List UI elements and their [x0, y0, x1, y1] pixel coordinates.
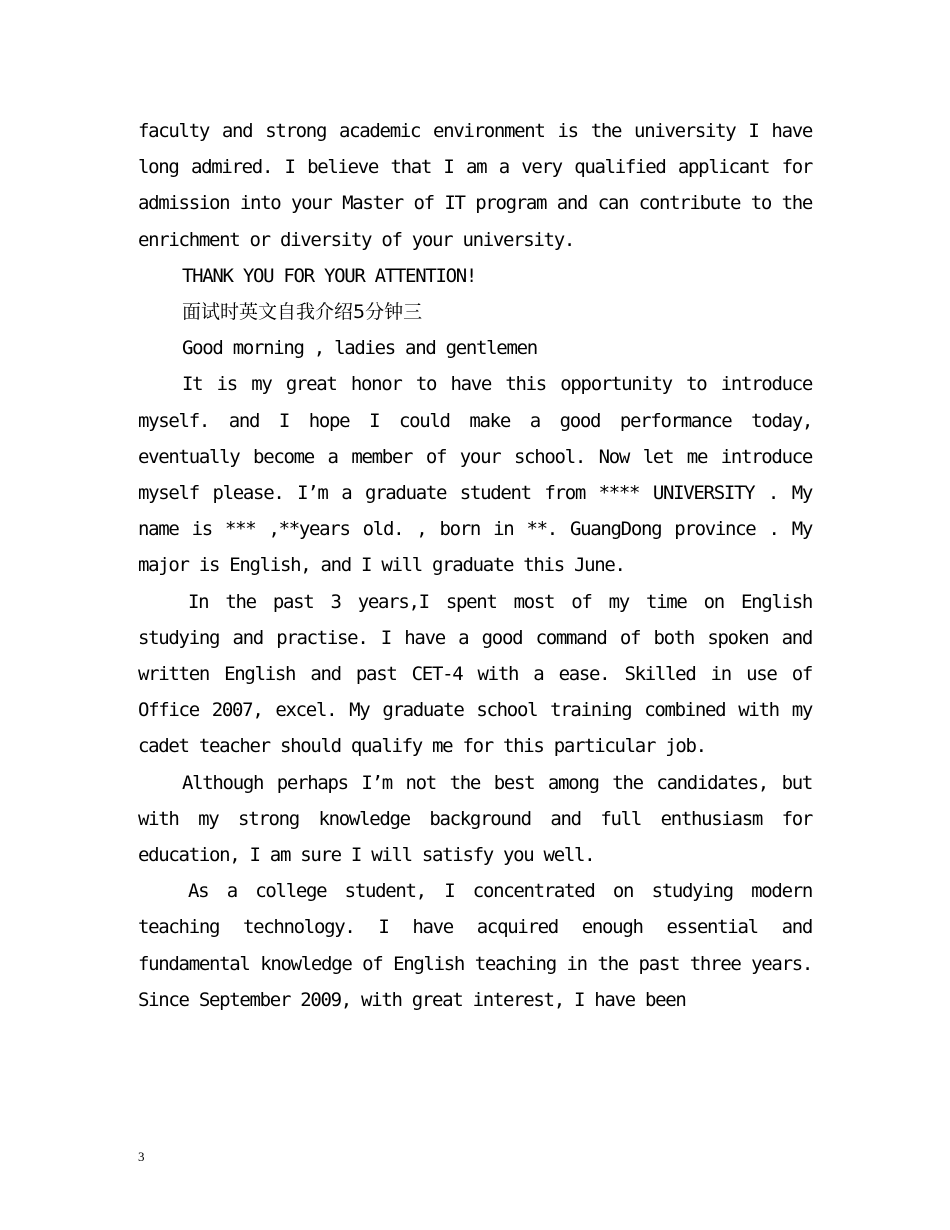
- page-number: 3: [138, 1149, 145, 1164]
- section-heading: 面试时英文自我介绍5分钟三: [182, 301, 423, 324]
- paragraph-english-study: In the past 3 years,I spent most of my time on English studying and practise. I have a good command of both spoken and written English and past CET-4 with a ease. Skilled in use of Office 2007, excel. My graduate school training combined with my cadet teacher should qualify me for this particular job.: [138, 590, 812, 758]
- paragraph-thanks: THANK YOU FOR YOUR ATTENTION!: [182, 264, 477, 287]
- paragraph-introduction: It is my great honor to have this opportunity to introduce myself. and I hope I could make a good performance today, eventually become a member of your school. Now let me introduce myself please. I’m a graduate student from **** UNIVERSITY . My name is *** ,**years old. , born in **. GuangDong province . My major is English, and I will graduate this June.: [138, 373, 812, 577]
- paragraph-continuation: faculty and strong academic environment is the university I have long admired. I believe that I am a very qualified applicant for admission into your Master of IT program and can contribute to the enrichment or diversity of your university.: [138, 120, 812, 251]
- paragraph-greeting: Good morning , ladies and gentlemen: [182, 337, 537, 360]
- paragraph-college-student: As a college student, I concentrated on studying modern teaching technology. I have acquired enough essential and fundamental knowledge of English teaching in the past three years. Since September 2009, with great interest, I have been: [138, 880, 812, 1011]
- paragraph-candidates: Although perhaps I’m not the best among the candidates, but with my strong knowledge background and full enthusiasm for education, I am sure I will satisfy you well.: [138, 771, 812, 867]
- document-body: [138, 113, 812, 1018]
